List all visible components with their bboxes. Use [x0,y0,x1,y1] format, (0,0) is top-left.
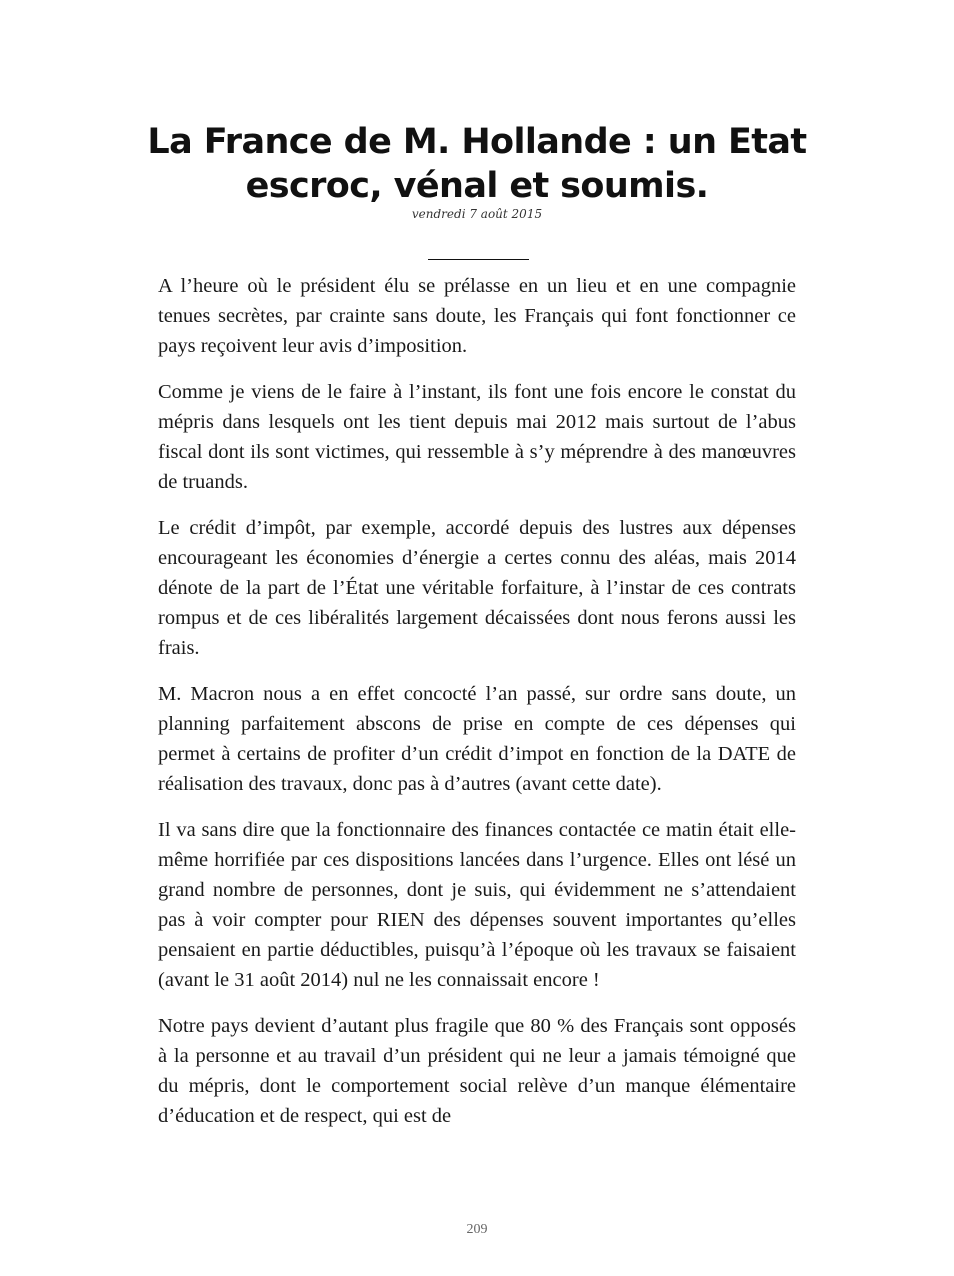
article-date: vendredi 7 août 2015 [411,207,543,221]
article-title: La France de M. Hollande : un Etat escroc, vénal et soumis. [147,122,807,206]
paragraph: Comme je viens de le faire à l’instant, ils font une fois encore le constat du mépris dans lesquels ont les tient depuis mai 2012 mais surtout de l’abus fiscal dont ils sont victimes, qui ressemble à s’y méprendre à des manœuvres de truands. [158,381,796,493]
paragraph: M. Macron nous a en effet concocté l’an passé, sur ordre sans doute, un planning parfaitement abscons de prise en compte de ces dépenses qui permet à certains de profiter d’un crédit d’impot en fonction de la DATE de réalisation des travaux, donc pas à d’autres (avant cette date). [158,683,796,795]
paragraph: Le crédit d’impôt, par exemple, accordé depuis des lustres aux dépenses encourageant les économies d’énergie a certes connu des aléas, mais 2014 dénote de la part de l’État une véritable forfaiture, à l’instar de ces contrats rompus et de ces libéralités largement décaissées dont nous ferons aussi les frais. [158,517,796,659]
paragraph: A l’heure où le président élu se prélasse en un lieu et en une compagnie tenues secrètes, par crainte sans doute, les Français qui font fonctionner ce pays reçoivent leur avis d’imposition. [158,275,796,357]
page-number: 209 [466,1222,488,1237]
paragraph: Il va sans dire que la fonctionnaire des finances contactée ce matin était elle-même horrifiée par ces dispositions lancées dans l’urgence. Elles ont lésé un grand nombre de personnes, dont je suis, qui évidemment ne s’attendaient pas à voir compter pour RIEN des dépenses souvent importantes qu’elles pensaient en partie déductibles, puisqu’à l’époque où les travaux se faisaient (avant le 31 août 2014) nul ne les connaissait encore ! [158,819,796,991]
title-separator [428,259,529,260]
article-body [158,271,796,1147]
paragraph: Notre pays devient d’autant plus fragile que 80 % des Français sont opposés à la personne et au travail d’un président qui ne leur a jamais témoigné que du mépris, dont le comportement social relève d’un manque élémentaire d’éducation et de respect, qui est de [158,1015,796,1127]
